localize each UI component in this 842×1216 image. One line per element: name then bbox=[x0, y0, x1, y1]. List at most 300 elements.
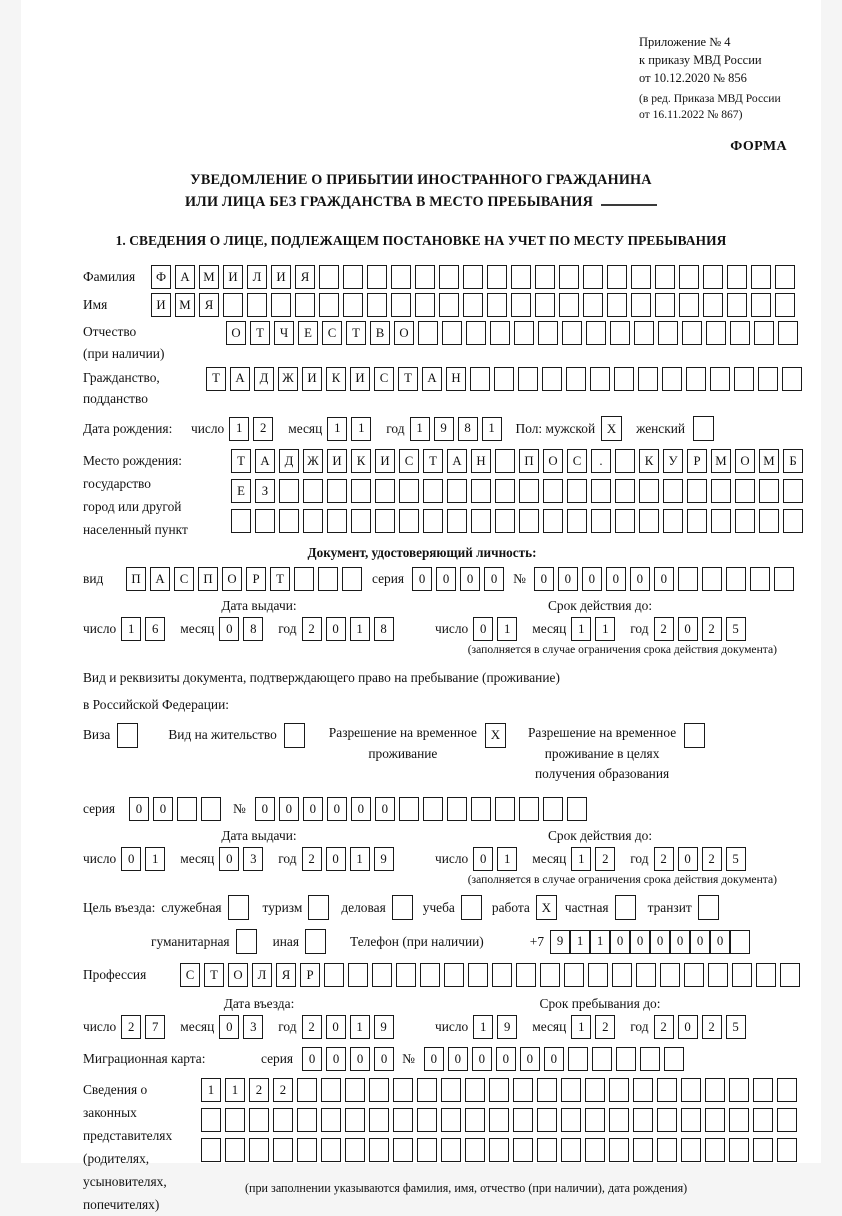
form-cell bbox=[343, 293, 363, 317]
form-cell: А bbox=[230, 367, 250, 391]
form-cell: 1 bbox=[350, 617, 370, 641]
month-label: месяц bbox=[288, 420, 323, 436]
citizenship-cells bbox=[206, 367, 806, 391]
form-cell bbox=[702, 567, 722, 591]
residence-validity-note: (заполняется в случае ограничения срока действия документа) bbox=[467, 873, 777, 887]
entry-month bbox=[219, 1015, 267, 1039]
representatives-row3 bbox=[201, 1138, 801, 1162]
form-cell bbox=[372, 963, 392, 987]
form-cell bbox=[730, 930, 750, 954]
representatives-cells bbox=[201, 1078, 821, 1196]
form-cell: О bbox=[228, 963, 248, 987]
form-cell: 0 bbox=[129, 797, 149, 821]
form-cell bbox=[703, 293, 723, 317]
form-cell bbox=[759, 509, 779, 533]
form-cell bbox=[567, 479, 587, 503]
form-cell bbox=[319, 265, 339, 289]
form-cell bbox=[495, 797, 515, 821]
form-cell: П bbox=[126, 567, 146, 591]
form-cell bbox=[703, 265, 723, 289]
form-cell: 2 bbox=[249, 1078, 269, 1102]
form-cell bbox=[735, 479, 755, 503]
form-cell: 0 bbox=[650, 930, 670, 954]
form-cell bbox=[542, 367, 562, 391]
form-cell bbox=[369, 1078, 389, 1102]
form-cell bbox=[225, 1108, 245, 1132]
form-cell: А bbox=[150, 567, 170, 591]
form-cell: Л bbox=[252, 963, 272, 987]
form-cell bbox=[640, 1047, 660, 1071]
form-cell: Ж bbox=[303, 449, 323, 473]
temp-residence-checkbox: X bbox=[485, 723, 506, 748]
form-cell: 2 bbox=[702, 847, 722, 871]
form-cell: 0 bbox=[630, 930, 650, 954]
option-temp-residence bbox=[329, 723, 510, 765]
form-cell bbox=[664, 1047, 684, 1071]
form-cell bbox=[297, 1078, 317, 1102]
form-cell bbox=[663, 509, 683, 533]
form-cell: 1 bbox=[225, 1078, 245, 1102]
form-cell: Т bbox=[398, 367, 418, 391]
form-cell bbox=[468, 963, 488, 987]
form-cell bbox=[513, 1138, 533, 1162]
form-cell bbox=[514, 321, 534, 345]
form-cell bbox=[393, 1138, 413, 1162]
form-cell bbox=[348, 963, 368, 987]
form-cell: 1 bbox=[229, 417, 249, 441]
form-cell bbox=[758, 367, 778, 391]
form-cell bbox=[727, 265, 747, 289]
stay-month bbox=[571, 1015, 619, 1039]
form-cell: 1 bbox=[497, 617, 517, 641]
form-cell bbox=[249, 1138, 269, 1162]
form-cell bbox=[684, 963, 704, 987]
form-cell bbox=[417, 1138, 437, 1162]
form-cell: 1 bbox=[570, 930, 590, 954]
purpose-study-label: учеба bbox=[422, 899, 455, 915]
form-cell: 0 bbox=[436, 567, 456, 591]
form-cell: 2 bbox=[302, 847, 322, 871]
form-cell bbox=[655, 293, 675, 317]
form-cell: 0 bbox=[582, 567, 602, 591]
birth-month-cells bbox=[327, 417, 375, 441]
form-cell: 0 bbox=[326, 1047, 346, 1071]
form-cell: 3 bbox=[243, 1015, 263, 1039]
purpose-other-checkbox bbox=[305, 929, 326, 954]
form-cell bbox=[612, 963, 632, 987]
form-cell bbox=[345, 1078, 365, 1102]
form-cell: 2 bbox=[654, 847, 674, 871]
purpose-business-label: деловая bbox=[341, 899, 386, 915]
form-cell: 0 bbox=[219, 617, 239, 641]
form-cell: И bbox=[223, 265, 243, 289]
form-cell: 0 bbox=[424, 1047, 444, 1071]
doc-type-label: вид bbox=[83, 571, 104, 587]
form-cell bbox=[751, 293, 771, 317]
form-cell bbox=[321, 1108, 341, 1132]
profession-cells bbox=[180, 963, 804, 987]
form-cell bbox=[687, 479, 707, 503]
temp-residence-label: Разрешение на временное проживание bbox=[328, 724, 477, 761]
form-cell bbox=[753, 1138, 773, 1162]
form-cell bbox=[711, 479, 731, 503]
doc-number-label: № bbox=[513, 571, 526, 587]
form-cell bbox=[585, 1138, 605, 1162]
sex-male-label: Пол: мужской bbox=[515, 420, 596, 436]
form-cell bbox=[566, 367, 586, 391]
form-cell: З bbox=[255, 479, 275, 503]
form-cell bbox=[537, 1138, 557, 1162]
doc-issue-heading: Дата выдачи: bbox=[221, 598, 297, 614]
migration-card-label: Миграционная карта: bbox=[83, 1051, 206, 1067]
form-cell bbox=[777, 1078, 797, 1102]
form-cell bbox=[465, 1108, 485, 1132]
form-cell: О bbox=[222, 567, 242, 591]
option-visa bbox=[83, 723, 142, 748]
form-cell bbox=[463, 293, 483, 317]
migration-card-series-cells bbox=[302, 1047, 398, 1071]
form-cell: 0 bbox=[153, 797, 173, 821]
form-cell bbox=[754, 321, 774, 345]
form-cell bbox=[609, 1108, 629, 1132]
form-cell: 1 bbox=[350, 847, 370, 871]
form-cell: 2 bbox=[121, 1015, 141, 1039]
name-cells bbox=[151, 293, 799, 317]
form-cell bbox=[345, 1138, 365, 1162]
form-cell bbox=[535, 293, 555, 317]
form-cell bbox=[420, 963, 440, 987]
form-cell: О bbox=[735, 449, 755, 473]
form-cell: 5 bbox=[726, 847, 746, 871]
patronymic-cells bbox=[226, 321, 802, 345]
form-cell: 1 bbox=[590, 930, 610, 954]
form-cell: И bbox=[151, 293, 171, 317]
form-cell: К bbox=[326, 367, 346, 391]
form-cell: И bbox=[302, 367, 322, 391]
profession-row bbox=[83, 963, 821, 987]
form-cell bbox=[201, 1108, 221, 1132]
form-cell bbox=[396, 963, 416, 987]
form-cell: 0 bbox=[326, 617, 346, 641]
residence-number-label: № bbox=[233, 801, 246, 817]
form-cell bbox=[559, 265, 579, 289]
purpose-work-label: работа bbox=[491, 899, 530, 915]
form-cell: П bbox=[198, 567, 218, 591]
form-cell: С bbox=[180, 963, 200, 987]
form-cell bbox=[711, 509, 731, 533]
form-cell: И bbox=[375, 449, 395, 473]
form-cell bbox=[519, 509, 539, 533]
form-cell bbox=[418, 321, 438, 345]
purpose-private-label: частная bbox=[564, 899, 609, 915]
form-cell: Т bbox=[346, 321, 366, 345]
form-cell: 0 bbox=[472, 1047, 492, 1071]
form-cell bbox=[783, 479, 803, 503]
form-cell: 0 bbox=[219, 1015, 239, 1039]
form-cell bbox=[590, 367, 610, 391]
form-cell bbox=[439, 265, 459, 289]
residence-issue-year bbox=[302, 847, 398, 871]
form-cell bbox=[201, 1138, 221, 1162]
form-cell: 1 bbox=[473, 1015, 493, 1039]
form-cell: 8 bbox=[458, 417, 478, 441]
form-cell bbox=[391, 293, 411, 317]
representatives-block bbox=[83, 1078, 821, 1216]
form-cell bbox=[441, 1078, 461, 1102]
form-cell: Н bbox=[471, 449, 491, 473]
form-cell: Л bbox=[247, 265, 267, 289]
form-cell bbox=[303, 479, 323, 503]
form-cell bbox=[273, 1108, 293, 1132]
form-cell: 5 bbox=[726, 1015, 746, 1039]
form-cell bbox=[614, 367, 634, 391]
purpose-official-checkbox bbox=[228, 895, 249, 920]
form-cell bbox=[561, 1108, 581, 1132]
form-cell bbox=[321, 1078, 341, 1102]
form-cell: Ч bbox=[274, 321, 294, 345]
form-cell: К bbox=[351, 449, 371, 473]
form-cell: Я bbox=[199, 293, 219, 317]
form-cell bbox=[636, 963, 656, 987]
identity-doc-row bbox=[83, 567, 821, 591]
form-cell: 0 bbox=[496, 1047, 516, 1071]
form-cell: 0 bbox=[350, 1047, 370, 1071]
form-cell bbox=[375, 479, 395, 503]
form-cell: 0 bbox=[374, 1047, 394, 1071]
form-cell: 0 bbox=[520, 1047, 540, 1071]
form-cell bbox=[775, 293, 795, 317]
form-cell bbox=[726, 567, 746, 591]
form-cell: 2 bbox=[595, 1015, 615, 1039]
form-cell: 0 bbox=[448, 1047, 468, 1071]
form-cell bbox=[247, 293, 267, 317]
form-cell: 1 bbox=[201, 1078, 221, 1102]
form-cell: 2 bbox=[702, 617, 722, 641]
form-cell bbox=[447, 509, 467, 533]
form-cell bbox=[441, 1138, 461, 1162]
form-cell bbox=[225, 1138, 245, 1162]
form-cell: А bbox=[175, 265, 195, 289]
doc-type-cells bbox=[126, 567, 366, 591]
form-cell bbox=[489, 1108, 509, 1132]
form-cell bbox=[734, 367, 754, 391]
form-cell: Ж bbox=[278, 367, 298, 391]
form-cell bbox=[494, 367, 514, 391]
form-cell: С bbox=[322, 321, 342, 345]
appendix-header bbox=[639, 34, 842, 123]
birth-day-cells bbox=[229, 417, 277, 441]
form-cell bbox=[638, 367, 658, 391]
form-cell: 0 bbox=[351, 797, 371, 821]
form-cell bbox=[777, 1108, 797, 1132]
form-cell bbox=[591, 509, 611, 533]
form-cell bbox=[586, 321, 606, 345]
form-cell: 1 bbox=[571, 617, 591, 641]
form-cell: 1 bbox=[595, 617, 615, 641]
form-cell: 0 bbox=[121, 847, 141, 871]
form-cell: 0 bbox=[544, 1047, 564, 1071]
form-cell bbox=[568, 1047, 588, 1071]
form-cell bbox=[345, 1108, 365, 1132]
patronymic-row bbox=[83, 321, 821, 364]
option-temp-residence-education bbox=[528, 723, 709, 785]
entry-year bbox=[302, 1015, 398, 1039]
form-cell bbox=[561, 1138, 581, 1162]
stay-year bbox=[654, 1015, 750, 1039]
form-cell: 6 bbox=[145, 617, 165, 641]
form-cell bbox=[706, 321, 726, 345]
form-cell bbox=[343, 265, 363, 289]
name-label: Имя bbox=[83, 297, 108, 313]
appendix-line: Приложение № 4 bbox=[639, 35, 731, 49]
purpose-transit-checkbox bbox=[698, 895, 719, 920]
form-cell: И bbox=[327, 449, 347, 473]
entry-stay-dates bbox=[83, 996, 821, 1039]
surname-cells bbox=[151, 265, 799, 289]
doc-series-cells bbox=[412, 567, 508, 591]
form-cell bbox=[471, 509, 491, 533]
stay-day bbox=[473, 1015, 521, 1039]
residence-doc-series-row bbox=[83, 797, 821, 821]
form-cell bbox=[657, 1138, 677, 1162]
form-cell: О bbox=[394, 321, 414, 345]
form-cell bbox=[777, 1138, 797, 1162]
form-cell bbox=[321, 1138, 341, 1162]
purpose-tourism-checkbox bbox=[308, 895, 329, 920]
form-cell bbox=[655, 265, 675, 289]
form-cell bbox=[490, 321, 510, 345]
form-cell bbox=[393, 1108, 413, 1132]
form-cell: 2 bbox=[702, 1015, 722, 1039]
edition-line: (в ред. Приказа МВД России bbox=[639, 92, 781, 106]
title-underline bbox=[601, 204, 657, 206]
form-cell bbox=[759, 479, 779, 503]
form-cell: 3 bbox=[243, 847, 263, 871]
doc-valid-month bbox=[571, 617, 619, 641]
form-cell bbox=[249, 1108, 269, 1132]
form-cell: 1 bbox=[482, 417, 502, 441]
form-cell bbox=[351, 479, 371, 503]
form-cell bbox=[442, 321, 462, 345]
phone-label: Телефон (при наличии) bbox=[350, 933, 484, 949]
form-cell bbox=[705, 1138, 725, 1162]
form-cell bbox=[681, 1138, 701, 1162]
form-cell: 9 bbox=[497, 1015, 517, 1039]
year-label: год bbox=[386, 420, 405, 436]
form-cell bbox=[231, 509, 251, 533]
form-cell bbox=[465, 1078, 485, 1102]
form-cell bbox=[495, 449, 515, 473]
form-cell bbox=[327, 509, 347, 533]
birth-place-label: Место рождения: государство город или другой населенный пункт bbox=[83, 453, 188, 538]
form-cell bbox=[657, 1078, 677, 1102]
residence-issue-day bbox=[121, 847, 169, 871]
form-cell bbox=[583, 293, 603, 317]
form-cell bbox=[417, 1108, 437, 1132]
purpose-official-label: служебная bbox=[161, 899, 222, 915]
purpose-work-checkbox: X bbox=[536, 895, 557, 920]
form-cell: 8 bbox=[374, 617, 394, 641]
birth-date-label: Дата рождения: bbox=[83, 420, 173, 436]
form-cell bbox=[463, 265, 483, 289]
birth-date-row bbox=[83, 416, 821, 441]
form-cell bbox=[778, 321, 798, 345]
form-cell bbox=[679, 293, 699, 317]
form-cell bbox=[658, 321, 678, 345]
doc-valid-heading: Срок действия до: bbox=[547, 598, 653, 614]
residence-series-cells bbox=[129, 797, 225, 821]
form-cell bbox=[782, 367, 802, 391]
form-cell bbox=[513, 1108, 533, 1132]
form-cell: 0 bbox=[219, 847, 239, 871]
form-cell: 1 bbox=[145, 847, 165, 871]
form-cell: У bbox=[663, 449, 683, 473]
form-cell: А bbox=[255, 449, 275, 473]
form-cell: С bbox=[399, 449, 419, 473]
form-cell: 2 bbox=[654, 617, 674, 641]
form-cell bbox=[369, 1108, 389, 1132]
residence-number-cells bbox=[255, 797, 591, 821]
form-cell bbox=[616, 1047, 636, 1071]
form-cell bbox=[271, 293, 291, 317]
citizenship-row bbox=[83, 367, 821, 410]
form-cell: 1 bbox=[571, 1015, 591, 1039]
form-cell bbox=[592, 1047, 612, 1071]
temp-residence-education-checkbox bbox=[684, 723, 705, 748]
form-cell bbox=[518, 367, 538, 391]
form-cell bbox=[543, 797, 563, 821]
purpose-other-label: иная bbox=[272, 933, 300, 949]
residence-valid-date: Срок действия до: число 0 1 месяц 1 2 год 2 0 2 5 bbox=[435, 828, 765, 871]
form-cell: Д bbox=[254, 367, 274, 391]
patronymic-label: Отчество (при наличии) bbox=[83, 324, 165, 361]
form-cell bbox=[375, 509, 395, 533]
entry-date: Дата въезда: число 2 7 месяц 0 3 год 2 0 1 9 bbox=[83, 996, 435, 1039]
form-cell bbox=[342, 567, 362, 591]
residence-permit-label: Вид на жительство bbox=[168, 726, 277, 742]
identity-doc-dates bbox=[83, 598, 821, 641]
form-cell: 0 bbox=[654, 567, 674, 591]
residence-issue-month bbox=[219, 847, 267, 871]
form-cell bbox=[732, 963, 752, 987]
form-cell bbox=[327, 479, 347, 503]
form-cell: 0 bbox=[678, 1015, 698, 1039]
profession-label: Профессия bbox=[83, 967, 147, 983]
form-cell bbox=[729, 1078, 749, 1102]
form-cell: 0 bbox=[690, 930, 710, 954]
stay-until-date: Срок пребывания до: число 1 9 месяц 1 2 год 2 0 2 5 bbox=[435, 996, 765, 1039]
form-cell: 5 bbox=[726, 617, 746, 641]
appendix-line: от 10.12.2020 № 856 bbox=[639, 70, 747, 85]
form-cell bbox=[756, 963, 776, 987]
form-cell bbox=[471, 479, 491, 503]
form-cell: 0 bbox=[678, 617, 698, 641]
form-cell bbox=[567, 797, 587, 821]
purpose-humanitarian-label: гуманитарная bbox=[151, 933, 230, 949]
form-cell bbox=[686, 367, 706, 391]
doc-issue-month bbox=[219, 617, 267, 641]
migration-card-row: Миграционная карта: серия 0 0 0 0 № 0 0 0 0 0 0 bbox=[83, 1047, 821, 1071]
form-cell: 0 bbox=[678, 847, 698, 871]
form-cell bbox=[255, 509, 275, 533]
form-cell: Т bbox=[250, 321, 270, 345]
form-cell bbox=[730, 321, 750, 345]
form-cell bbox=[559, 293, 579, 317]
form-cell: 0 bbox=[610, 930, 630, 954]
form-cell bbox=[537, 1108, 557, 1132]
form-cell bbox=[489, 1138, 509, 1162]
form-cell bbox=[511, 293, 531, 317]
